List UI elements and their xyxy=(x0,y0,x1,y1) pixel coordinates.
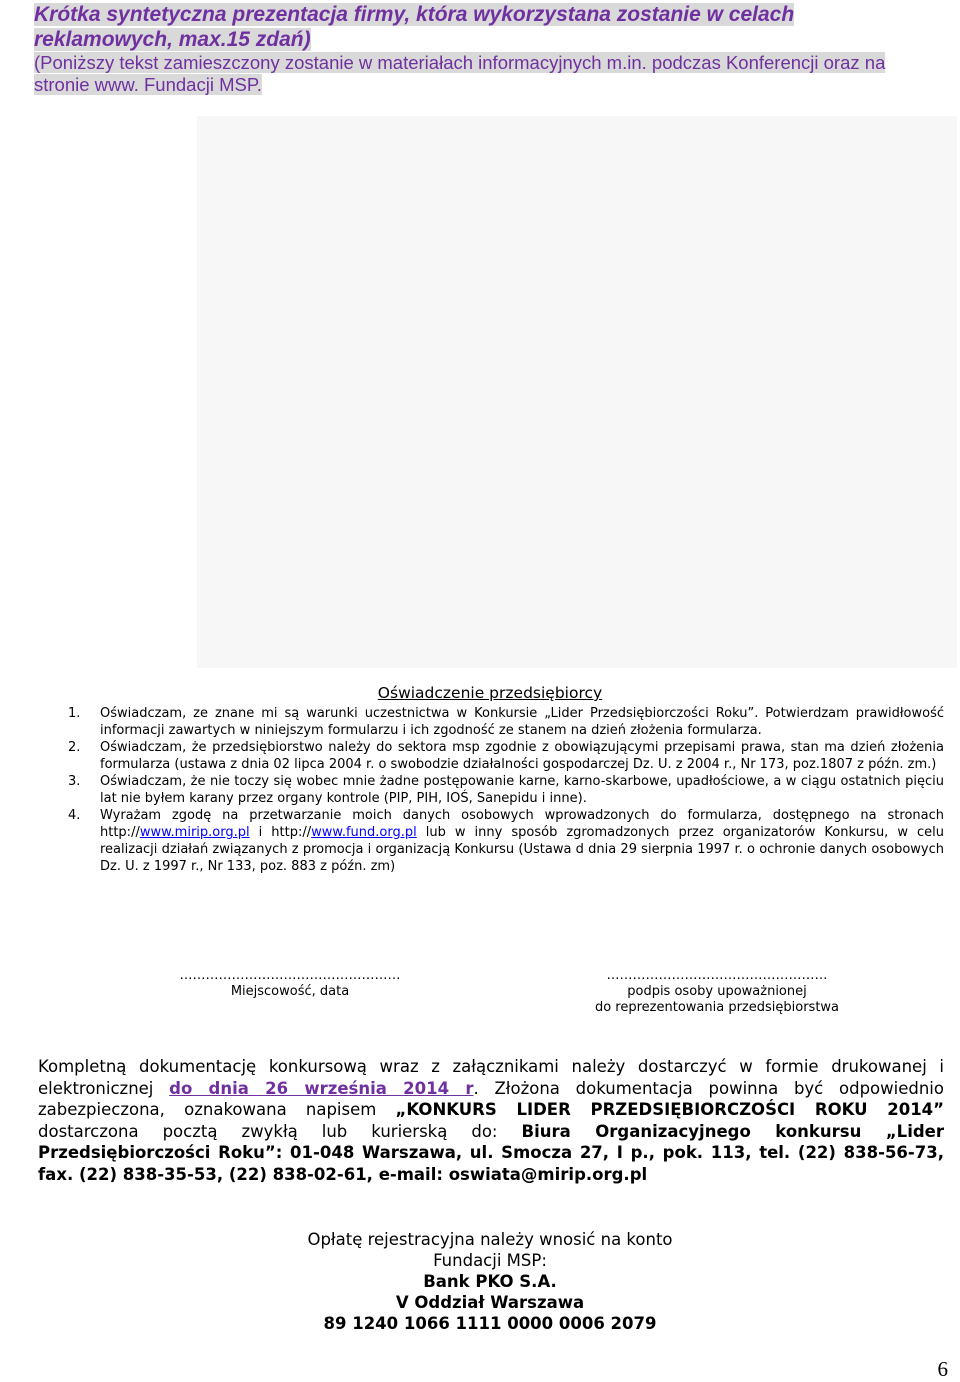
final-text-3: dostarczona pocztą zwykłą lub kurierską do: xyxy=(38,1121,522,1141)
item-text-a: Wyrażam zgodę na przetwarzanie moich danych osobowych wprowadzonych do formularza, dostępnego na stronach http:// xyxy=(100,808,944,840)
page-number: 6 xyxy=(937,1357,948,1381)
signature-authorized xyxy=(585,968,849,1016)
signature-place-date xyxy=(160,968,420,1000)
item-text: Oświadczam, że nie toczy się wobec mnie żadne postępowanie karne, karno-skarbowe, upadłościowe, a w ciągu ostatnich pięciu lat nie byłem karany przez organy kontrole (PIP, PIH, IOŚ, Sanepidu i inne). xyxy=(100,774,944,806)
account-number: 89 1240 1066 1111 0000 0006 2079 xyxy=(323,1314,657,1333)
item-number: 3. xyxy=(68,774,81,789)
declaration-title: Oświadczenie przedsiębiorcy xyxy=(377,684,603,702)
header-note xyxy=(34,52,937,96)
deadline-text: do dnia 26 września 2014 r xyxy=(169,1078,474,1098)
declaration-item-2 xyxy=(68,739,944,773)
payment-info xyxy=(0,1229,960,1334)
bank-name: Bank PKO S.A. xyxy=(423,1272,557,1291)
header-title-text: Krótka syntetyczna prezentacja firmy, która wykorzystana zostanie w celach reklamowych, max.15 zdań) xyxy=(34,3,795,51)
fund-link[interactable]: www.fund.org.pl xyxy=(311,825,417,840)
final-text-2: . Złożona dokumentacja powinna być odpowiednio zabezpieczona, oznakowana napisem xyxy=(38,1078,944,1119)
signature-label-2: do reprezentowania przedsiębiorstwa xyxy=(594,1000,840,1015)
declaration-item-4 xyxy=(68,807,944,875)
item-number: 2. xyxy=(68,740,81,755)
item-text: Oświadczam, że przedsiębiorstwo należy do sektora msp zgodnie z obowiązującymi przepisami prawa, stan ma dzień złożenia formularza (ustawa z dnia 02 lipca 2004 r. o swobodzie działalności gospodarczej Dz. U. z 2004 r., Nr 173, poz.1807 z późn. zm.) xyxy=(100,740,944,772)
signature-dots: …………………………………………… xyxy=(606,968,828,983)
item-number: 1. xyxy=(68,706,81,721)
declaration-list xyxy=(68,705,944,875)
place-date-label: Miejscowość, data xyxy=(230,984,350,999)
item-text-c: lub w inny sposób zgromadzonych przez organizatorów Konkursu, w celu realizacji działań związanych z promocja i organizacją Konkursu (Ustawa d dnia 29 sierpnia 1997 r. o ochronie danych osobowych Dz. U. z 1997 r., Nr 133, poz. 883 z późn. zm) xyxy=(100,825,945,874)
header-title xyxy=(34,2,937,52)
payment-line-1: Opłatę rejestracyjna należy wnosić na konto xyxy=(307,1230,673,1249)
declaration-item-3 xyxy=(68,773,944,807)
company-description-box[interactable] xyxy=(197,116,957,668)
payment-line-2: Fundacji MSP: xyxy=(433,1251,547,1270)
declaration-item-1 xyxy=(68,705,944,739)
mirip-link[interactable]: www.mirip.org.pl xyxy=(139,825,250,840)
submission-instructions xyxy=(38,1056,944,1185)
item-number: 4. xyxy=(68,808,81,823)
signature-label-1: podpis osoby upoważnionej xyxy=(627,984,807,999)
bank-branch: V Oddział Warszawa xyxy=(395,1293,585,1312)
header-note-text: (Poniższy tekst zamieszczony zostanie w materiałach informacyjnych m.in. podczas Konferencji oraz na stronie www. Fundacji MSP. xyxy=(34,52,886,95)
item-text: Oświadczam, ze znane mi są warunki uczestnictwa w Konkursie „Lider Przedsiębiorczości Roku”. Potwierdzam prawidłowość informacji zawartych w niniejszym formularzu i ich zgodność ze stanem na dzień złożenia formularza. xyxy=(100,706,944,738)
item-text-b: i http:// xyxy=(249,825,312,840)
final-text-1: Kompletną dokumentację konkursową wraz z załącznikami należy dostarczyć w formie drukowanej i elektronicznej xyxy=(38,1057,944,1098)
office-address: Biura Organizacyjnego konkursu „Lider Przedsiębiorczości Roku”: 01-048 Warszawa, ul. Smocza 27, I p., pok. 113, tel. (22) 838-56-73, fax. (22) 838-35-53, (22) 838-02-61, e-mail: oswiata@mirip.org.pl xyxy=(38,1121,944,1184)
contest-label: „KONKURS LIDER PRZEDSIĘBIORCZOŚCI ROKU 2014” xyxy=(395,1100,945,1119)
place-date-dots: …………………………………………… xyxy=(179,968,401,983)
